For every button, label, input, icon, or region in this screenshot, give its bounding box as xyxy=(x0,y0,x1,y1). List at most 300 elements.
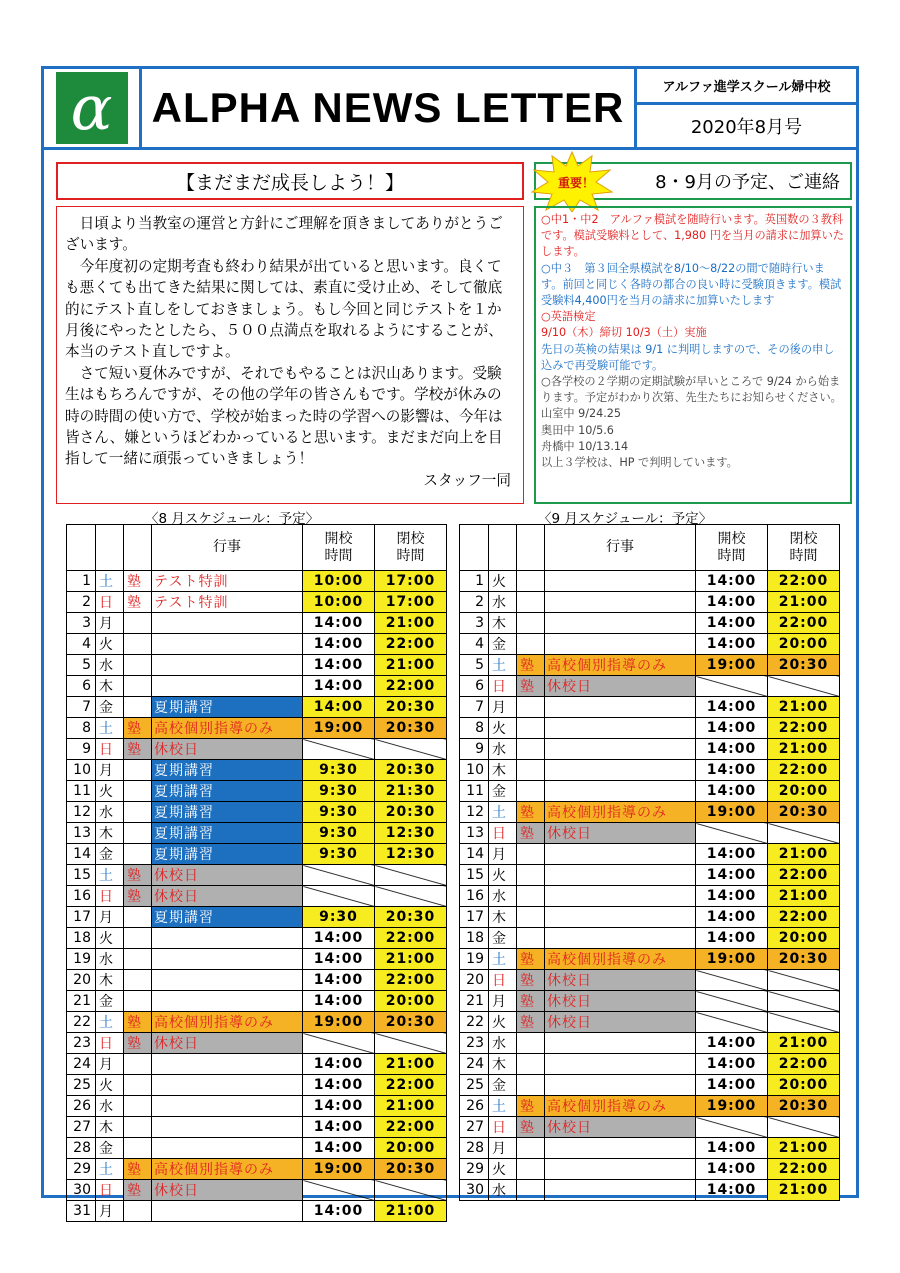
juku-mark xyxy=(124,1054,152,1075)
open-time: 14:00 xyxy=(696,844,768,865)
event-cell: 休校日 xyxy=(545,991,696,1012)
open-time: 14:00 xyxy=(696,865,768,886)
notice-item: 9/10（木）締切 10/3（土）実施 xyxy=(541,326,707,340)
day-number: 16 xyxy=(460,886,489,907)
close-time: 20:30 xyxy=(375,802,447,823)
juku-mark xyxy=(124,634,152,655)
schedule-row xyxy=(460,1117,840,1138)
close-time: 21:00 xyxy=(768,1180,840,1201)
close-time: 22:00 xyxy=(375,634,447,655)
close-time: 20:30 xyxy=(375,1159,447,1180)
close-time: 22:00 xyxy=(375,1117,447,1138)
event-cell xyxy=(545,718,696,739)
day-number: 9 xyxy=(67,739,96,760)
open-time: 14:00 xyxy=(303,970,375,991)
close-time: 22:00 xyxy=(768,1159,840,1180)
close-time: 22:00 xyxy=(375,970,447,991)
open-time: 14:00 xyxy=(696,697,768,718)
day-number: 14 xyxy=(67,844,96,865)
juku-mark: 塾 xyxy=(124,886,152,907)
event-cell xyxy=(545,1159,696,1180)
juku-mark xyxy=(124,823,152,844)
day-number: 17 xyxy=(460,907,489,928)
event-cell xyxy=(545,1075,696,1096)
open-time: 19:00 xyxy=(303,718,375,739)
weekday: 水 xyxy=(489,886,517,907)
header-blank xyxy=(124,525,152,571)
close-time: 20:00 xyxy=(375,1138,447,1159)
table-header-row xyxy=(67,525,447,571)
event-cell xyxy=(152,1138,303,1159)
event-cell: 休校日 xyxy=(545,1012,696,1033)
weekday: 土 xyxy=(96,865,124,886)
juku-mark xyxy=(124,928,152,949)
event-cell: 休校日 xyxy=(545,1117,696,1138)
close-time: 21:00 xyxy=(768,1138,840,1159)
schedule-row xyxy=(460,1075,840,1096)
schedule-row xyxy=(460,1054,840,1075)
schedule-row xyxy=(67,844,447,865)
open-time xyxy=(303,886,375,907)
day-number: 10 xyxy=(67,760,96,781)
schedule-row xyxy=(460,760,840,781)
event-cell: 高校個別指導のみ xyxy=(545,949,696,970)
juku-mark xyxy=(124,1075,152,1096)
weekday: 月 xyxy=(489,991,517,1012)
juku-mark xyxy=(517,739,545,760)
schedule-row xyxy=(67,1033,447,1054)
weekday: 金 xyxy=(489,634,517,655)
weekday: 金 xyxy=(96,991,124,1012)
open-time: 14:00 xyxy=(696,1159,768,1180)
close-time: 20:00 xyxy=(768,634,840,655)
close-time: 22:00 xyxy=(768,718,840,739)
juku-mark: 塾 xyxy=(124,718,152,739)
event-cell xyxy=(545,1033,696,1054)
close-time: 20:00 xyxy=(375,991,447,1012)
juku-mark xyxy=(124,781,152,802)
schedule-row xyxy=(67,1096,447,1117)
exam-schedule-item: 山室中 9/24.25 xyxy=(541,407,622,421)
event-cell: 高校個別指導のみ xyxy=(545,802,696,823)
juku-mark: 塾 xyxy=(517,823,545,844)
close-time: 12:30 xyxy=(375,844,447,865)
close-time xyxy=(375,1033,447,1054)
day-number: 20 xyxy=(460,970,489,991)
schedule-row xyxy=(460,676,840,697)
day-number: 14 xyxy=(460,844,489,865)
event-cell: 休校日 xyxy=(152,739,303,760)
schedule-row xyxy=(460,1033,840,1054)
event-cell xyxy=(152,655,303,676)
open-time: 14:00 xyxy=(303,1075,375,1096)
weekday: 水 xyxy=(96,655,124,676)
header-blank xyxy=(517,525,545,571)
weekday: 金 xyxy=(489,928,517,949)
juku-mark xyxy=(517,613,545,634)
day-number: 4 xyxy=(460,634,489,655)
day-number: 4 xyxy=(67,634,96,655)
day-number: 7 xyxy=(67,697,96,718)
open-time: 14:00 xyxy=(303,655,375,676)
juku-mark: 塾 xyxy=(124,1033,152,1054)
event-cell xyxy=(152,1096,303,1117)
close-time: 20:30 xyxy=(375,907,447,928)
event-cell xyxy=(152,991,303,1012)
juku-mark xyxy=(124,613,152,634)
day-number: 30 xyxy=(460,1180,489,1201)
juku-mark xyxy=(517,1180,545,1201)
open-time: 14:00 xyxy=(303,1138,375,1159)
event-cell xyxy=(545,760,696,781)
day-number: 3 xyxy=(460,613,489,634)
weekday: 水 xyxy=(96,949,124,970)
weekday: 月 xyxy=(96,613,124,634)
open-time: 14:00 xyxy=(303,634,375,655)
juku-mark xyxy=(517,718,545,739)
open-time: 14:00 xyxy=(303,1201,375,1222)
close-time: 21:00 xyxy=(768,1033,840,1054)
event-cell xyxy=(545,1054,696,1075)
day-number: 8 xyxy=(460,718,489,739)
juku-mark xyxy=(124,1096,152,1117)
juku-mark: 塾 xyxy=(517,655,545,676)
day-number: 7 xyxy=(460,697,489,718)
juku-mark xyxy=(517,697,545,718)
weekday: 土 xyxy=(96,718,124,739)
close-time: 21:00 xyxy=(768,886,840,907)
juku-mark xyxy=(124,1117,152,1138)
weekday: 日 xyxy=(96,1180,124,1201)
event-cell: 休校日 xyxy=(152,1033,303,1054)
schedule-row xyxy=(460,718,840,739)
open-time: 14:00 xyxy=(303,1054,375,1075)
juku-mark xyxy=(517,634,545,655)
event-cell: 休校日 xyxy=(152,886,303,907)
close-time: 17:00 xyxy=(375,592,447,613)
close-time: 20:30 xyxy=(375,1012,447,1033)
weekday: 水 xyxy=(489,739,517,760)
day-number: 27 xyxy=(460,1117,489,1138)
close-time: 17:00 xyxy=(375,571,447,592)
schedule-row xyxy=(460,655,840,676)
close-time: 22:00 xyxy=(768,907,840,928)
close-time: 12:30 xyxy=(375,823,447,844)
close-time: 22:00 xyxy=(768,760,840,781)
juku-mark xyxy=(517,844,545,865)
event-cell xyxy=(152,949,303,970)
juku-mark xyxy=(124,949,152,970)
schedule-row xyxy=(67,907,447,928)
weekday: 月 xyxy=(489,1138,517,1159)
school-name: アルファ進学スクール婦中校 xyxy=(634,69,856,105)
open-time xyxy=(303,865,375,886)
juku-mark xyxy=(517,907,545,928)
juku-mark: 塾 xyxy=(517,949,545,970)
open-time: 14:00 xyxy=(303,991,375,1012)
juku-mark: 塾 xyxy=(124,571,152,592)
schedule-row xyxy=(67,718,447,739)
header-open-time: 開校 時間 xyxy=(696,525,768,571)
event-cell xyxy=(545,697,696,718)
day-number: 5 xyxy=(67,655,96,676)
schedule-row xyxy=(460,739,840,760)
schedule-row xyxy=(67,655,447,676)
event-cell xyxy=(152,676,303,697)
day-number: 28 xyxy=(460,1138,489,1159)
schedule-row xyxy=(67,991,447,1012)
weekday: 月 xyxy=(96,760,124,781)
weekday: 月 xyxy=(96,907,124,928)
day-number: 6 xyxy=(460,676,489,697)
juku-mark xyxy=(124,991,152,1012)
day-number: 21 xyxy=(460,991,489,1012)
close-time xyxy=(768,1117,840,1138)
notice-body xyxy=(534,206,852,504)
weekday: 日 xyxy=(489,1117,517,1138)
day-number: 18 xyxy=(460,928,489,949)
header-blank xyxy=(67,525,96,571)
event-cell xyxy=(545,634,696,655)
august-schedule-table xyxy=(66,524,447,1222)
event-cell: 休校日 xyxy=(545,970,696,991)
close-time: 20:30 xyxy=(768,802,840,823)
weekday: 水 xyxy=(96,1096,124,1117)
weekday: 金 xyxy=(96,697,124,718)
weekday: 木 xyxy=(489,613,517,634)
event-cell: 夏期講習 xyxy=(152,844,303,865)
weekday: 日 xyxy=(489,676,517,697)
table-header-row xyxy=(460,525,840,571)
schedule-row xyxy=(460,1012,840,1033)
close-time xyxy=(768,676,840,697)
schedule-row xyxy=(67,1159,447,1180)
day-number: 24 xyxy=(67,1054,96,1075)
open-time: 14:00 xyxy=(696,1180,768,1201)
schedule-row xyxy=(67,1180,447,1201)
event-cell: 夏期講習 xyxy=(152,802,303,823)
header-event: 行事 xyxy=(152,525,303,571)
day-number: 15 xyxy=(67,865,96,886)
open-time: 19:00 xyxy=(696,949,768,970)
open-time xyxy=(303,739,375,760)
schedule-row xyxy=(67,1201,447,1222)
juku-mark: 塾 xyxy=(517,991,545,1012)
event-cell xyxy=(152,1117,303,1138)
juku-mark xyxy=(124,802,152,823)
juku-mark xyxy=(517,1159,545,1180)
day-number: 20 xyxy=(67,970,96,991)
day-number: 15 xyxy=(460,865,489,886)
event-cell: 休校日 xyxy=(152,1180,303,1201)
page-title: ALPHA NEWS LETTER xyxy=(151,84,625,131)
close-time: 20:00 xyxy=(768,928,840,949)
day-number: 30 xyxy=(67,1180,96,1201)
weekday: 木 xyxy=(489,907,517,928)
day-number: 2 xyxy=(67,592,96,613)
event-cell xyxy=(152,928,303,949)
schedule-row xyxy=(460,970,840,991)
event-cell xyxy=(545,886,696,907)
juku-mark xyxy=(124,655,152,676)
day-number: 23 xyxy=(460,1033,489,1054)
event-cell: 高校個別指導のみ xyxy=(152,1159,303,1180)
message-paragraph: 今年度初の定期考査も終わり結果が出ていると思います。良くても悪くても出てきた結果に関しては、素直に受け止め、そして徹底的にテスト直しをしておきましょう。もし今回と同じテストを１か月後にやったとしたら、５００点満点を取れるようにすることが、本当のテスト直しですよ。 xyxy=(65,257,503,361)
close-time: 21:00 xyxy=(375,1054,447,1075)
juku-mark xyxy=(124,844,152,865)
juku-mark: 塾 xyxy=(124,739,152,760)
event-cell xyxy=(545,781,696,802)
event-cell xyxy=(152,970,303,991)
notice-heading-text: 8・9月の予定、ご連絡 xyxy=(655,172,840,193)
close-time xyxy=(375,865,447,886)
juku-mark xyxy=(124,970,152,991)
weekday: 土 xyxy=(489,802,517,823)
open-time: 14:00 xyxy=(696,1138,768,1159)
close-time: 21:00 xyxy=(375,655,447,676)
day-number: 10 xyxy=(460,760,489,781)
weekday: 木 xyxy=(489,1054,517,1075)
weekday: 日 xyxy=(96,1033,124,1054)
juku-mark xyxy=(124,676,152,697)
schedule-row xyxy=(67,1117,447,1138)
open-time xyxy=(696,991,768,1012)
day-number: 25 xyxy=(67,1075,96,1096)
close-time: 20:30 xyxy=(768,1096,840,1117)
weekday: 火 xyxy=(96,781,124,802)
day-number: 29 xyxy=(67,1159,96,1180)
close-time: 21:00 xyxy=(375,1201,447,1222)
juku-mark xyxy=(517,928,545,949)
header-blank xyxy=(96,525,124,571)
open-time: 9:30 xyxy=(303,802,375,823)
close-time xyxy=(768,1012,840,1033)
day-number: 28 xyxy=(67,1138,96,1159)
weekday: 水 xyxy=(489,1180,517,1201)
schedule-row xyxy=(67,1138,447,1159)
weekday: 火 xyxy=(489,571,517,592)
event-cell xyxy=(545,1138,696,1159)
day-number: 11 xyxy=(67,781,96,802)
close-time: 21:00 xyxy=(768,697,840,718)
juku-mark xyxy=(517,592,545,613)
schedule-row xyxy=(67,1012,447,1033)
close-time xyxy=(375,739,447,760)
signature: スタッフ一同 xyxy=(423,471,511,489)
close-time: 21:00 xyxy=(375,613,447,634)
juku-mark: 塾 xyxy=(517,970,545,991)
day-number: 13 xyxy=(67,823,96,844)
event-cell xyxy=(152,1075,303,1096)
september-schedule-table xyxy=(459,524,840,1201)
day-number: 26 xyxy=(67,1096,96,1117)
open-time: 14:00 xyxy=(696,739,768,760)
day-number: 5 xyxy=(460,655,489,676)
weekday: 月 xyxy=(96,1201,124,1222)
close-time xyxy=(375,886,447,907)
weekday: 火 xyxy=(96,928,124,949)
day-number: 9 xyxy=(460,739,489,760)
day-number: 17 xyxy=(67,907,96,928)
weekday: 火 xyxy=(489,1159,517,1180)
weekday: 木 xyxy=(96,1117,124,1138)
schedule-row xyxy=(460,823,840,844)
event-cell xyxy=(545,1180,696,1201)
schedule-row xyxy=(460,928,840,949)
day-number: 22 xyxy=(67,1012,96,1033)
day-number: 25 xyxy=(460,1075,489,1096)
schedule-row xyxy=(460,634,840,655)
close-time: 22:00 xyxy=(768,571,840,592)
event-cell: 高校個別指導のみ xyxy=(545,655,696,676)
event-cell: 夏期講習 xyxy=(152,823,303,844)
open-time: 14:00 xyxy=(696,928,768,949)
day-number: 22 xyxy=(460,1012,489,1033)
schedule-row xyxy=(460,1180,840,1201)
close-time: 22:00 xyxy=(768,865,840,886)
event-cell xyxy=(545,571,696,592)
open-time: 9:30 xyxy=(303,823,375,844)
weekday: 金 xyxy=(489,781,517,802)
day-number: 18 xyxy=(67,928,96,949)
schedule-row xyxy=(67,781,447,802)
open-time: 9:30 xyxy=(303,760,375,781)
weekday: 日 xyxy=(489,970,517,991)
juku-mark: 塾 xyxy=(124,1159,152,1180)
juku-mark xyxy=(124,907,152,928)
day-number: 19 xyxy=(460,949,489,970)
day-number: 31 xyxy=(67,1201,96,1222)
open-time: 10:00 xyxy=(303,571,375,592)
schedule-row xyxy=(67,634,447,655)
close-time: 20:00 xyxy=(768,781,840,802)
juku-mark xyxy=(517,1138,545,1159)
event-cell xyxy=(545,739,696,760)
notice-item: ○中３ 第３回全県模試を8/10～8/22の間で随時行います。前回と同じく各時の都合の良い時に受験頂きます。模試受験料4,400円を当月の請求に加算いたします xyxy=(541,261,842,308)
day-number: 12 xyxy=(67,802,96,823)
weekday: 木 xyxy=(96,970,124,991)
schedule-row xyxy=(460,613,840,634)
schedule-row xyxy=(460,697,840,718)
juku-mark xyxy=(517,571,545,592)
open-time: 19:00 xyxy=(696,1096,768,1117)
weekday: 金 xyxy=(96,1138,124,1159)
event-cell xyxy=(152,613,303,634)
close-time: 20:30 xyxy=(768,949,840,970)
weekday: 日 xyxy=(489,823,517,844)
close-time: 20:30 xyxy=(375,718,447,739)
day-number: 12 xyxy=(460,802,489,823)
event-cell: 高校個別指導のみ xyxy=(152,1012,303,1033)
close-time: 21:00 xyxy=(768,592,840,613)
weekday: 火 xyxy=(489,1012,517,1033)
open-time xyxy=(303,1033,375,1054)
close-time xyxy=(768,823,840,844)
weekday: 土 xyxy=(489,1096,517,1117)
event-cell: テスト特訓 xyxy=(152,592,303,613)
weekday: 日 xyxy=(96,886,124,907)
juku-mark xyxy=(124,697,152,718)
day-number: 2 xyxy=(460,592,489,613)
juku-mark: 塾 xyxy=(124,592,152,613)
close-time: 20:30 xyxy=(375,697,447,718)
day-number: 23 xyxy=(67,1033,96,1054)
weekday: 木 xyxy=(96,676,124,697)
event-cell xyxy=(545,613,696,634)
open-time xyxy=(696,1012,768,1033)
schedule-row xyxy=(67,970,447,991)
schedule-row xyxy=(460,1096,840,1117)
